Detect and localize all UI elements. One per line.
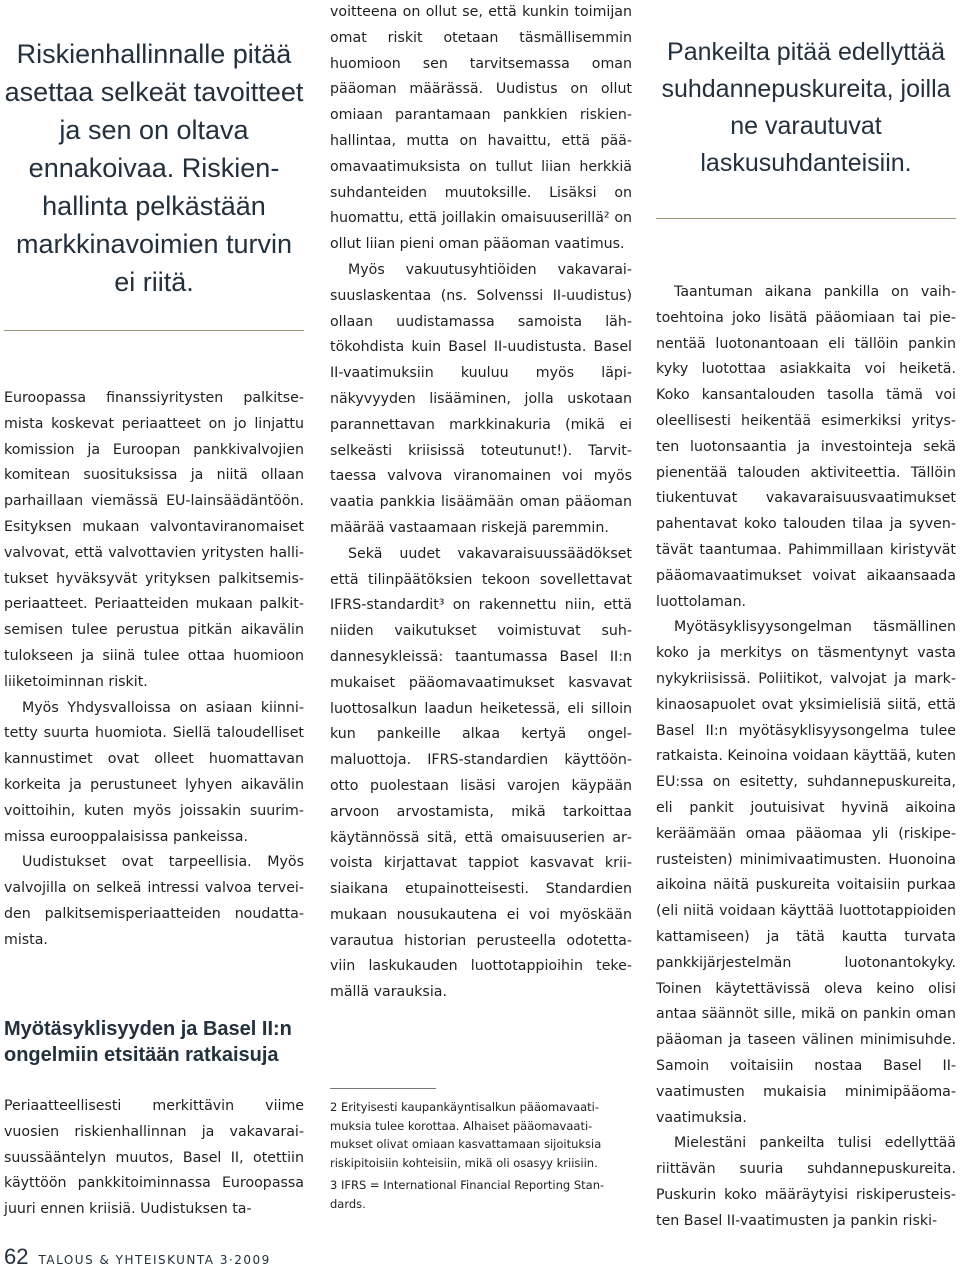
article-body-col3 bbox=[656, 280, 956, 1234]
column-3 bbox=[656, 0, 956, 1229]
paragraph: voitteena on ollut se, että kunkin toimijan omat riskit otetaan täsmällisemmin huomioon sen tarvitsemassa oman pääoman määrässä. Uudistus on ollut omiaan parantamaan pankkien riskienhallintaa, mutta on havaittu, että pääomavaatimuksista on tullut liian herkkiä suhdanteiden muutoksille. Lisäksi on huomattu, että joillakin omaisuuserillä² on ollut liian pieni oman pääoman vaatimus. bbox=[330, 4, 632, 253]
paragraph: Taantuman aikana pankilla on vaihtoehtoina joko lisätä pääomiaan tai pienentää luotonantoaan eli tällöin pankin kyky luotottaa asiakkaita voi heiketä. Koko kansantalouden tasolla tämä voi oleellisesti heikentää esimerkiksi yritysten luotonsaantia ja investointeja sekä pienentää talouden aktiviteettia. Tällöin tiukentuvat vakavaraisuusvaatimukset pahentavat koko talouden tilaa ja syventävät taantumaa. Pahimmillaan kiristyvät pääomavaatimukset voivat aikaansaada luottolaman. bbox=[656, 284, 956, 610]
section-heading: Myötäsyklisyyden ja Basel II:n ongelmiin etsitään ratkaisuja bbox=[4, 1018, 292, 1066]
pull-quote-right: Pankeilta pitää edellyttää suhdannepuskureita, joilla ne varautuvat laskusuhdanteisiin. bbox=[661, 38, 951, 177]
paragraph: Myös vakuutusyhtiöiden vakavaraisuuslaskentaa (ns. Solvenssi II-uudistus) ollaan uudistamassa samoista lähtökohdista kuin Basel II-uudistusta. Basel II-vaatimuksiin kuuluu myös läpinäkyvyyden lisääminen, jolla uskotaan parannettavan markkinakuria (mikä ei selkeästi kriisissä toteutunut!). Tarvittaessa valvova viranomainen voi myös vaatia pankkia lisäämään oman pääoman määrää vastaamaan riskejä paremmin. bbox=[330, 261, 632, 536]
footnote: 3 IFRS = International Financial Reporting Standards. bbox=[330, 1178, 605, 1211]
pull-quote-rule bbox=[4, 330, 304, 331]
pull-quote-left: Riskienhallinnalle pitää asettaa selkeät tavoitteet ja sen on oltava ennakoivaa. Riskienhallinta pelkästään markkinavoimien turvin ei riitä. bbox=[4, 39, 304, 297]
article-body-col1-lower bbox=[4, 1094, 304, 1223]
paragraph: Uudistukset ovat tarpeellisia. Myös valvojilla on selkeä intressi valvoa terveiden palkitsemisperiaatteiden noudattamista. bbox=[4, 854, 304, 948]
footnote-rule bbox=[330, 1088, 436, 1089]
magazine-name: TALOUS & YHTEISKUNTA 3·2009 bbox=[38, 1253, 271, 1267]
article-body-col1 bbox=[4, 386, 304, 954]
pull-quote-rule bbox=[656, 218, 956, 219]
page-number: 62 bbox=[4, 1244, 29, 1269]
paragraph: Periaatteellisesti merkittävin viime vuosien riskienhallinnan ja vakavaraisuussääntelyn muutos, Basel II, otettiin käyttöön pankkitoiminnassa Euroopassa juuri ennen kriisiä. Uudistuksen ta- bbox=[4, 1098, 304, 1218]
footnotes bbox=[330, 1098, 630, 1218]
paragraph: Myötäsyklisyysongelman täsmällinen koko ja merkitys on täsmentynyt vasta nykykriisissä. Poliitikot, valvojat ja markkinaosapuolet ovat yksimielisiä siitä, että Basel II:n myötäsyklisyysongelma tulee ratkaista. Keinoina voidaan käyttää, kuten EU:ssa on esitetty, suhdannepuskureita, eli pankit joutuisivat hyvinä aikoina keräämään omaa pääomaa yli (riskiperusteisten) minimivaatimusten. Huonoina aikoina näitä puskureita voitaisiin purkaa (eli niitä voidaan käyttää luottotappioiden kattamiseen) ja tätä kautta turvata pankkijärjestelmän luotonantokyky. Toinen käytettävissä oleva keino olisi antaa säännöt sille, mikä on pankin oman pääoman ja taseen välinen minimisuhde. Samoin voitaisiin nostaa Basel II-vaatimusten mukaisia minimipääomavaatimuksia. bbox=[656, 619, 956, 1126]
paragraph: Sekä uudet vakavaraisuussäädökset että tilinpäätöksien tekoon sovellettavat IFRS-standardit³ on rakennettu niin, että niiden vaikutukset voimistuvat suhdannesykleissä: taantumassa Basel II:n mukaiset pääomavaatimukset kasvavat luottosalkun laadun heiketessä, eli silloin kun pankeille alkaa kertyä ongelmaluottoja. IFRS-standardien käyttöönotto puolestaan lisäsi varojen käypään arvoon arvostamista, mikä tarkoittaa käytännössä sitä, että omaisuuserien arvoista kirjattavat tappiot kasvavat kriisiaikana etupainotteisesti. Standardien mukaan nousukautena ei voi myöskään varautua historian perusteella odotettaviin laskukauden luottotappioihin tekemällä varauksia. bbox=[330, 545, 632, 1001]
paragraph: Mielestäni pankeilta tulisi edellyttää riittävän suuria suhdannepuskureita. Puskurin koko määräytyisi riskiperusteisten Basel II-vaatimusten ja pankin riski- bbox=[656, 1135, 956, 1229]
column-1 bbox=[4, 0, 304, 1218]
paragraph: Myös Yhdysvalloissa on asiaan kiinnitetty suurta huomiota. Siellä taloudelliset kannustimet ovat olleet huomattavan korkeita ja perustuneet lyhyen aikavälin voittoihin, kuten myös joissakin suurimmissa eurooppalaisissa pankeissa. bbox=[4, 699, 304, 845]
article-body-col2 bbox=[330, 0, 632, 1006]
footnote: 2 Erityisesti kaupankäyntisalkun pääomavaatimuksia tulee korottaa. Alhaiset pääomavaatimukset olivat omiaan kasvattamaan sijoituksia riskipitoisiin kohteisiin, mikä oli osasyy kriisiin. bbox=[330, 1100, 602, 1170]
page-footer bbox=[4, 1244, 271, 1270]
paragraph: Euroopassa finanssiyritysten palkitsemista koskevat periaatteet on jo linjattu komission ja Euroopan pankkivalvojien komitean suosituksissa ja niitä ollaan parhaillaan viemässä EU-lainsäädäntöön. Esityksen mukaan valvontaviranomaiset valvovat, että valvottavien yritysten hallitukset hyväksyvät yrityksen palkitsemisperiaatteet. Periaatteiden mukaan palkitsemisen tulee perustua pitkän aikavälin tulokseen ja siinä tulee ottaa huomioon liiketoiminnan riskit. bbox=[4, 390, 304, 690]
